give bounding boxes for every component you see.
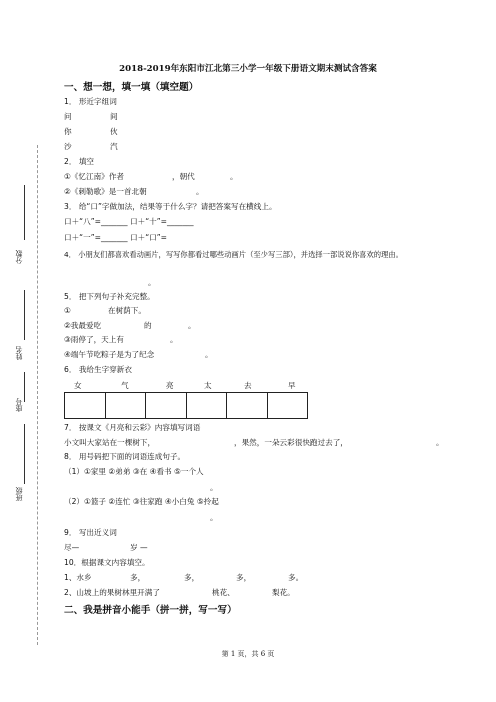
q3-row-2: 口＋“一”=_______ 口＋“口”= xyxy=(64,233,168,242)
q2-line-b: ②《刺勒歌》是一首北朝 xyxy=(64,187,147,196)
q2-line-b-end: 。 xyxy=(196,187,204,196)
q8-heading: 8． 用号码把下面的词语连成句子。 xyxy=(64,452,186,461)
q8-dot: 。 xyxy=(210,483,218,492)
answer-cell[interactable] xyxy=(105,393,146,419)
q2-heading: 2． 填空 xyxy=(64,157,95,166)
q5-d-end: 。 xyxy=(205,350,213,359)
q4-heading: 4． 小朋友们都喜欢看动画片，写写你都看过哪些动画片（至少写三部），并选择一部说说你喜欢的理由。 xyxy=(64,250,403,259)
q6-heading: 6． 我给生字穿新衣 xyxy=(64,365,132,374)
q7-heading: 7． 按课文《月亮和云彩》内容填写词语 xyxy=(64,423,201,432)
class-label: 班级 xyxy=(15,487,23,501)
q3-row-1: 口＋“八”=_______ 口＋“十”=_______ xyxy=(64,217,194,226)
q6-char: 女 xyxy=(74,381,82,390)
q9-item: 尽— xyxy=(64,543,80,552)
q5-c-end: 。 xyxy=(170,335,178,344)
answer-cell[interactable] xyxy=(65,393,106,419)
page-footer: 第 1 页，共 6 页 xyxy=(221,650,275,658)
q10-r1: 多， xyxy=(184,573,200,582)
q10-r1: 1、水乡 xyxy=(64,573,92,582)
q10-r2: 桃花、 xyxy=(212,588,235,597)
q5-b: ②我最爱吃 xyxy=(64,321,102,330)
page-title: 2018-2019年东阳市江北第三小学一年级下册语文期末测试含答案 xyxy=(119,64,377,74)
q1-char: 问 xyxy=(64,112,72,121)
answer-cell[interactable] xyxy=(227,393,268,419)
q3-heading: 3． 给“口”字做加法，结果等于什么字？请把答案写在横线上。 xyxy=(64,202,277,211)
q10-r2: 2、山坡上的果树林里开满了 xyxy=(64,588,160,597)
q9-item: 岁 — xyxy=(130,543,148,552)
q1-char: 汽 xyxy=(110,142,118,151)
q2-line-a-dynasty: ，朝代 xyxy=(172,172,195,181)
q1-char: 间 xyxy=(110,112,118,121)
class-underline xyxy=(24,424,25,484)
q4-end: 。 xyxy=(148,278,156,287)
q7-row-b: ，果然，一朵云彩很快跑过去了， xyxy=(234,438,348,447)
q6-char: 去 xyxy=(244,381,252,390)
q5-d: ④端午节吃粽子是为了纪念 xyxy=(64,350,155,359)
q10-r1: 多， xyxy=(236,573,252,582)
q5-b-mid: 的 xyxy=(144,321,152,330)
score-underline xyxy=(24,185,25,240)
q6-char: 早 xyxy=(288,381,296,390)
q10-heading: 10．根据课文内容填空。 xyxy=(64,558,150,567)
q6-char: 亮 xyxy=(166,381,174,390)
q7-row-a: 小文叫大家站在一棵树下， xyxy=(64,438,156,447)
pinyin-grid xyxy=(64,392,308,419)
q9-heading: 9． 写出近义词 xyxy=(64,528,117,537)
q2-line-a-end: 。 xyxy=(230,172,238,181)
section-1-heading: 一、想一想，填一填（填空题） xyxy=(64,82,199,93)
q1-char: 你 xyxy=(64,127,72,136)
q8-dot: 。 xyxy=(210,513,218,522)
q10-r1: 多。 xyxy=(288,573,304,582)
name-underline xyxy=(24,290,25,340)
q5-c: ③雨停了，天上有 xyxy=(64,335,124,344)
score-label: 分数 xyxy=(15,250,23,264)
q10-r2: 梨花。 xyxy=(272,588,295,597)
q8-row-1: （1）①家里 ②弟弟 ③在 ④看书 ⑤一个人 xyxy=(64,467,204,476)
q5-a: ① xyxy=(64,306,71,315)
binding-dashed-line xyxy=(37,145,38,645)
answer-cell[interactable] xyxy=(186,393,227,419)
section-2-heading: 二、我是拼音小能手（拼一拼，写一写） xyxy=(64,605,237,616)
number-label: 座号 xyxy=(15,398,23,412)
q2-line-a: ①《忆江南》作者 xyxy=(64,172,124,181)
q1-char: 伙 xyxy=(110,127,118,136)
number-underline xyxy=(24,372,25,402)
q6-char: 气 xyxy=(121,381,129,390)
q6-char: 太 xyxy=(204,381,212,390)
name-label: 姓名 xyxy=(15,346,23,360)
q1-heading: 1． 形近字组词 xyxy=(64,97,117,106)
q10-r1: 多， xyxy=(130,573,146,582)
answer-cell[interactable] xyxy=(146,393,187,419)
answer-cell[interactable] xyxy=(267,393,308,419)
q7-row-end: 。 xyxy=(436,438,444,447)
q5-a-rest: 在树荫下。 xyxy=(108,306,146,315)
q5-b-end: 。 xyxy=(188,321,196,330)
q8-row-2: （2）①篮子 ②连忙 ③往家跑 ④小白兔 ⑤拎起 xyxy=(64,497,219,506)
q1-char: 沙 xyxy=(64,142,72,151)
q5-heading: 5． 把下列句子补充完整。 xyxy=(64,292,155,301)
